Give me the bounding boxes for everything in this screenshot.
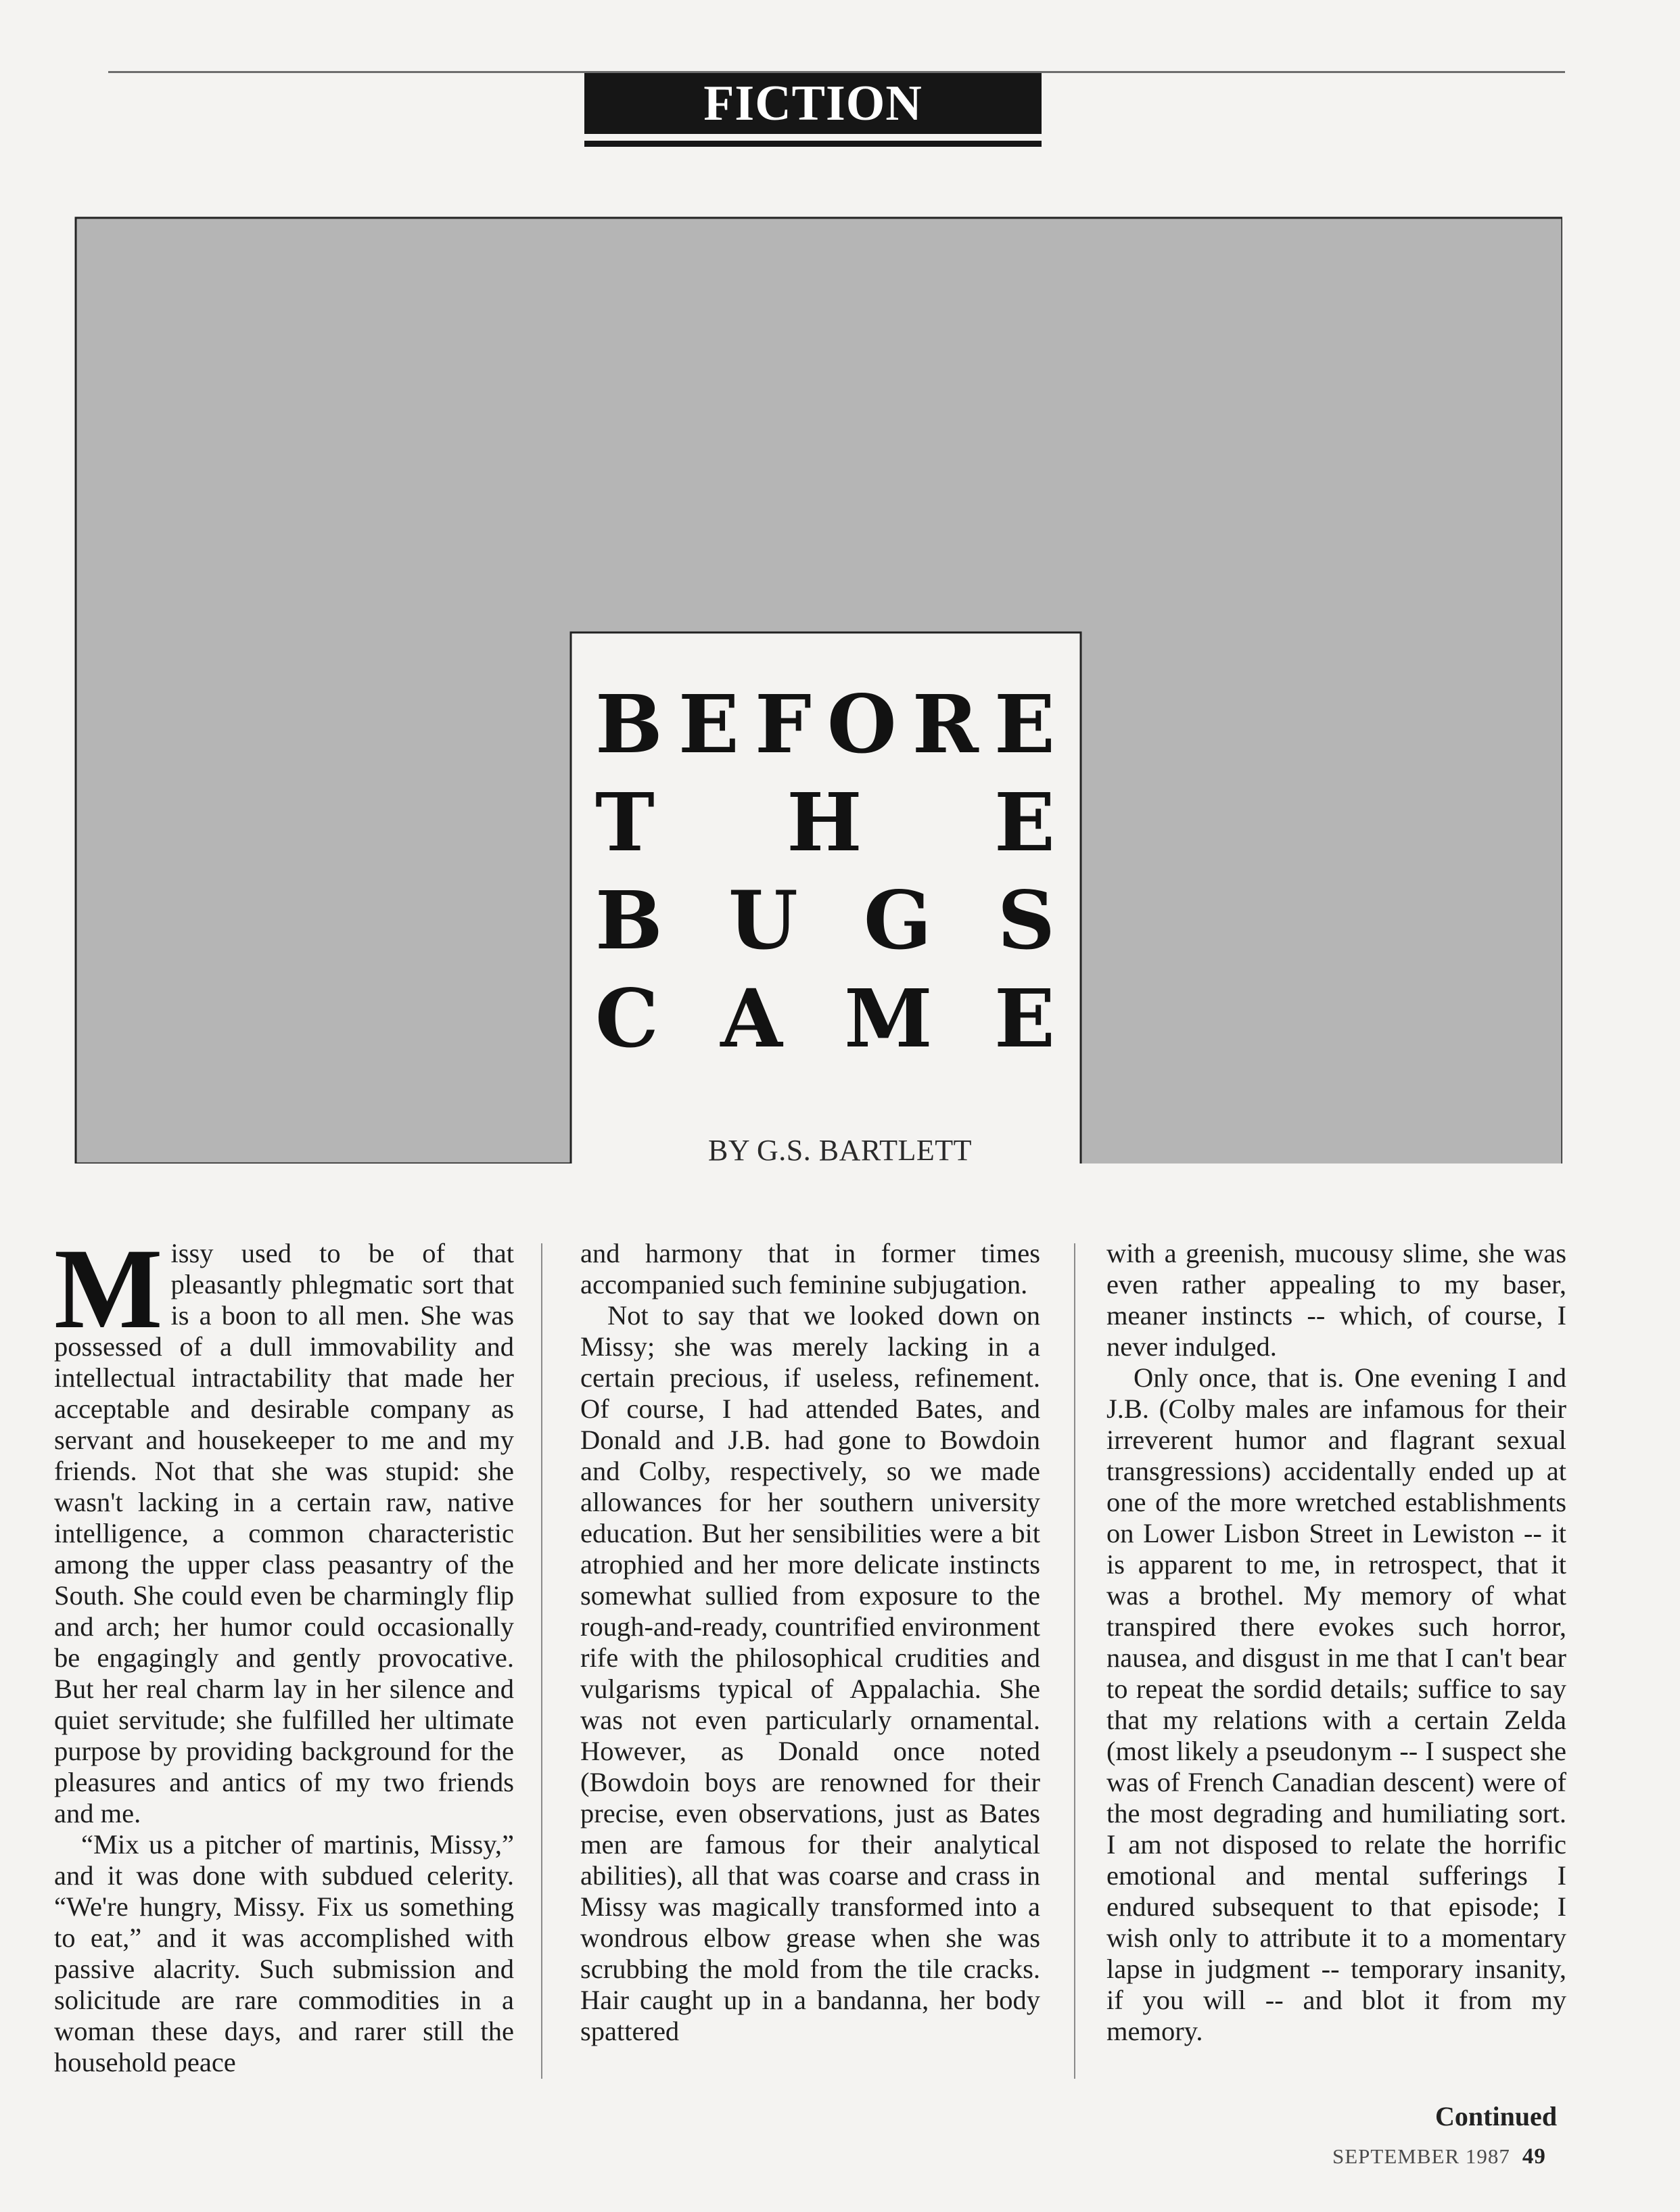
title-letter: C [595,971,659,1065]
body-column-3 [1106,1238,1566,2047]
title-line-3 [595,866,1055,974]
column-divider [541,1243,542,2079]
title-letter: U [728,873,798,967]
title-letter: M [844,971,933,1065]
title-letter: O [826,676,897,771]
paragraph: and harmony that in former times accompanied such feminine subjugation. [580,1238,1040,1299]
title-letter: S [997,873,1055,967]
paragraph: “Mix us a pitcher of martinis, Missy,” and it was done with subdued celerity. “We're hungry, Missy. Fix us something to eat,” and it was accomplished with passive alacrity. Such submission and solicitude are rare commodities in a woman these days, and rarer still the household peace [54,1829,514,2077]
title-letter: B [595,676,663,771]
section-underline [584,141,1042,147]
title-line-2 [595,768,1055,876]
page-number: 49 [1522,2144,1546,2169]
section-label: FICTION [584,73,1042,134]
continued-label: Continued [1435,2101,1558,2132]
title-letter: H [787,775,862,869]
title-letter: T [595,775,655,869]
drop-cap: M [54,1225,163,1352]
issue-date: SEPTEMBER 1987 [1332,2144,1510,2168]
paragraph [54,1225,514,1829]
title-letter: B [595,873,663,967]
title-letter: R [912,676,979,771]
paragraph-text: issy used to be of that pleasantly phlegmatic sort that is a boon to all men. She was possessed of a dull immovability and intellectual intractability that made her acceptable and desirable company as servant and housekeeper to me and my friends. Not that she was stupid: she wasn't lacking in a certain raw, native intelligence, a common characteristic among the upper class peasantry of the South. She could even be charmingly flip and arch; her humor could occasionally be engagingly and gently provocative. But her real charm lay in her silence and quiet servitude; she fulfilled her ultimate purpose by providing background for the pleasures and antics of my two friends and me. [54,1238,514,1828]
paragraph: Only once, that is. One evening I and J.B. (Colby males are infamous for their irreverent humor and flagrant sexual transgressions) accidentally ended up at one of the more wretched establishments on Lower Lisbon Street in Lewiston -- it is apparent to me, in retrospect, that it was a brothel. My memory of what transpired there evokes such horror, nausea, and disgust in me that I can't bear to repeat the sordid details; suffice to say that my relations with a certain Zelda (most likely a pseudonym -- I suspect she was of French Canadian descent) were of the most degrading and humiliating sort. I am not disposed to relate the horrific emotional and mental sufferings I endured subsequent to that episode; I wish only to attribute it to a momentary lapse in judgment -- temporary insanity, if you will -- and blot it from my memory. [1106,1362,1566,2046]
paragraph: with a greenish, mucousy slime, she was even rather appealing to my baser, meaner instincts -- which, of course, I never indulged. [1106,1238,1566,1362]
page-footer [1332,2144,1546,2169]
body-column-2 [580,1238,1040,2047]
title-letter: A [720,971,783,1065]
paragraph: Not to say that we looked down on Missy; she was merely lacking in a certain precious, if useless, refinement. Of course, I had attended Bates, and Donald and J.B. had gone to Bowdoin and Colby, respectively, so we made allowances for her southern university education. But her sensibilities were a bit atrophied and her more delicate instincts somewhat sullied from exposure to the rough-and-ready, countrified environment rife with the philosophical crudities and vulgarisms typical of Appalachia. She was not even particularly ornamental. However, as Donald once noted (Bowdoin boys are renowned for their precise, even observations, just as Bates men are famous for their analytical abilities), all that was coarse and crass in Missy was magically transformed into a wondrous elbow grease when she was scrubbing the mold from the tile cracks. Hair caught up in a bandanna, her body spattered [580,1300,1040,2046]
byline: BY G.S. BARTLETT [708,1134,972,1167]
title-line-4 [595,964,1055,1072]
title-letter: G [863,873,932,967]
column-divider [1074,1243,1075,2079]
title-letter: E [678,676,739,771]
title-letter: E [994,971,1055,1065]
title-line-1 [595,670,1055,778]
title-letter: E [994,676,1055,771]
title-letter: F [754,676,812,771]
body-column-1 [54,1225,514,2078]
title-letter: E [994,775,1055,869]
